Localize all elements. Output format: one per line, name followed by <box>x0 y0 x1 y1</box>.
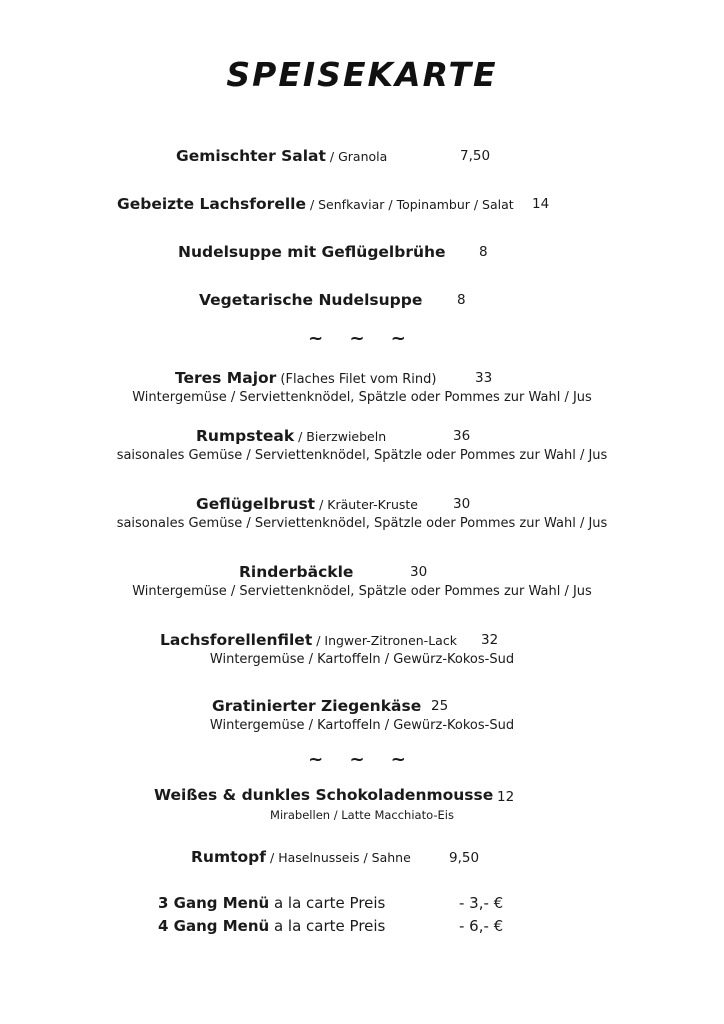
dish-detail: (Flaches Filet vom Rind) <box>276 372 437 387</box>
menu-name: 4 Gang Menü <box>158 917 270 935</box>
dish-name: Rumtopf <box>191 848 267 866</box>
dish-name: Rinderbäckle <box>239 563 354 581</box>
dish-nudelsuppe <box>178 242 446 262</box>
dish-detail: / Haselnusseis / Sahne <box>266 850 411 865</box>
dish-price: 36 <box>453 428 471 444</box>
dish-lachsforellenfilet <box>160 630 457 651</box>
dish-name: Gratinierter Ziegenkäse <box>212 697 422 715</box>
dish-rumtopf <box>191 847 411 868</box>
dish-name: Nudelsuppe mit Geflügelbrühe <box>178 243 446 261</box>
menu-name: 3 Gang Menü <box>158 894 270 912</box>
dish-gemischter-salat <box>176 146 387 167</box>
dish-sides: saisonales Gemüse / Serviettenknödel, Spätzle oder Pommes zur Wahl / Jus <box>116 516 608 531</box>
dish-detail: / Senfkaviar / Topinambur / Salat <box>305 197 514 212</box>
dish-price: 14 <box>532 196 550 212</box>
dish-sides: Wintergemüse / Kartoffeln / Gewürz-Kokos-Sud <box>209 652 515 667</box>
dish-name: Teres Major <box>175 369 277 387</box>
dish-price: 8 <box>457 292 466 308</box>
menu-text: a la carte Preis <box>269 917 386 935</box>
dish-name: Gemischter Salat <box>176 147 326 165</box>
dish-sides: Wintergemüse / Serviettenknödel, Spätzle oder Pommes zur Wahl / Jus <box>132 584 592 599</box>
dish-detail: / Granola <box>325 149 388 164</box>
menu-offer-3-gang <box>158 892 385 914</box>
dish-gebeizte-lachsforelle <box>117 194 514 215</box>
dish-detail: / Kräuter-Kruste <box>315 497 418 512</box>
menu-offer-4-gang <box>158 915 385 937</box>
dish-rumpsteak <box>196 426 386 447</box>
dish-detail: / Ingwer-Zitronen-Lack <box>312 633 457 648</box>
dish-sides: saisonales Gemüse / Serviettenknödel, Spätzle oder Pommes zur Wahl / Jus <box>116 448 608 463</box>
dish-gratinierter-ziegenkaese <box>212 696 421 716</box>
dish-sides: Mirabellen / Latte Macchiato-Eis <box>270 808 454 822</box>
dish-schokoladenmousse <box>154 785 493 805</box>
dish-vegetarische-nudelsuppe <box>199 290 422 310</box>
dish-rinderbaeckle <box>239 562 353 582</box>
dish-name: Lachsforellenfilet <box>160 631 313 649</box>
dish-price: 25 <box>431 698 449 714</box>
dish-detail: / Bierzwiebeln <box>294 429 387 444</box>
dish-price: 12 <box>497 789 515 805</box>
dish-price: 30 <box>410 564 428 580</box>
dish-price: 9,50 <box>449 850 480 866</box>
dish-price: 8 <box>479 244 488 260</box>
menu-price: - 6,- € <box>459 917 504 935</box>
dish-name: Vegetarische Nudelsuppe <box>199 291 423 309</box>
dish-name: Geflügelbrust <box>196 495 316 513</box>
dish-price: 32 <box>481 632 499 648</box>
dish-price: 30 <box>453 496 471 512</box>
menu-price: - 3,- € <box>459 894 504 912</box>
dish-name: Gebeizte Lachsforelle <box>117 195 306 213</box>
dish-sides: Wintergemüse / Kartoffeln / Gewürz-Kokos-Sud <box>209 718 515 733</box>
page-title: SPEISEKARTE <box>226 55 498 94</box>
section-separator: ~ ~ ~ <box>308 328 416 349</box>
menu-text: a la carte Preis <box>269 894 386 912</box>
dish-gefluegelbrust <box>196 494 418 515</box>
dish-teres-major <box>175 368 436 390</box>
dish-price: 7,50 <box>460 148 491 164</box>
dish-price: 33 <box>475 370 493 386</box>
dish-sides: Wintergemüse / Serviettenknödel, Spätzle oder Pommes zur Wahl / Jus <box>132 390 592 405</box>
section-separator: ~ ~ ~ <box>308 749 416 770</box>
dish-name: Rumpsteak <box>196 427 295 445</box>
dish-name: Weißes & dunkles Schokoladenmousse <box>154 786 494 804</box>
